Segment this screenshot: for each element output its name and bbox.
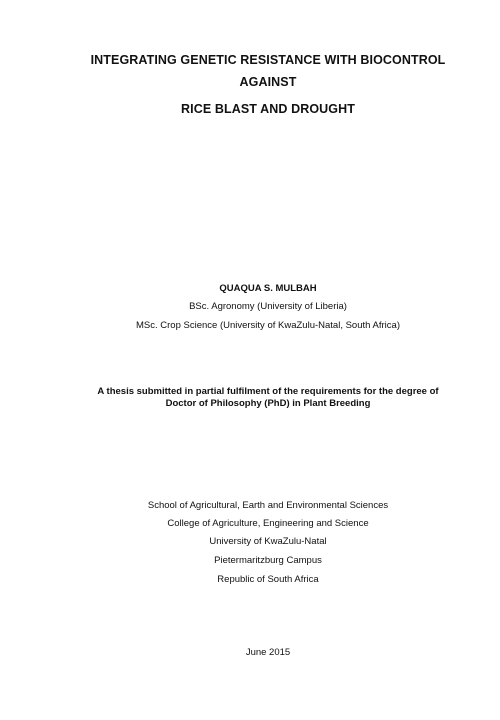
institution-school: School of Agricultural, Earth and Environmental Sciences bbox=[147, 500, 389, 511]
author-degree-bsc: BSc. Agronomy (University of Liberia) bbox=[189, 301, 347, 312]
author-degree-msc: MSc. Crop Science (University of KwaZulu-Natal, South Africa) bbox=[136, 320, 400, 331]
institution-college: College of Agriculture, Engineering and Science bbox=[167, 518, 369, 529]
institution-campus: Pietermaritzburg Campus bbox=[214, 555, 322, 566]
submission-statement-line-2: Doctor of Philosophy (PhD) in Plant Breeding bbox=[165, 398, 371, 409]
submission-statement-line-1: A thesis submitted in partial fulfilment of the requirements for the degree of bbox=[97, 386, 439, 397]
institution-university: University of KwaZulu-Natal bbox=[209, 536, 327, 547]
title-line-1: INTEGRATING GENETIC RESISTANCE WITH BIOCONTROL bbox=[90, 53, 446, 67]
submission-date: June 2015 bbox=[245, 647, 291, 658]
title-line-2: AGAINST bbox=[239, 75, 297, 89]
author-name: QUAQUA S. MULBAH bbox=[219, 283, 317, 294]
institution-country: Republic of South Africa bbox=[217, 574, 319, 585]
title-line-3: RICE BLAST AND DROUGHT bbox=[181, 102, 355, 116]
